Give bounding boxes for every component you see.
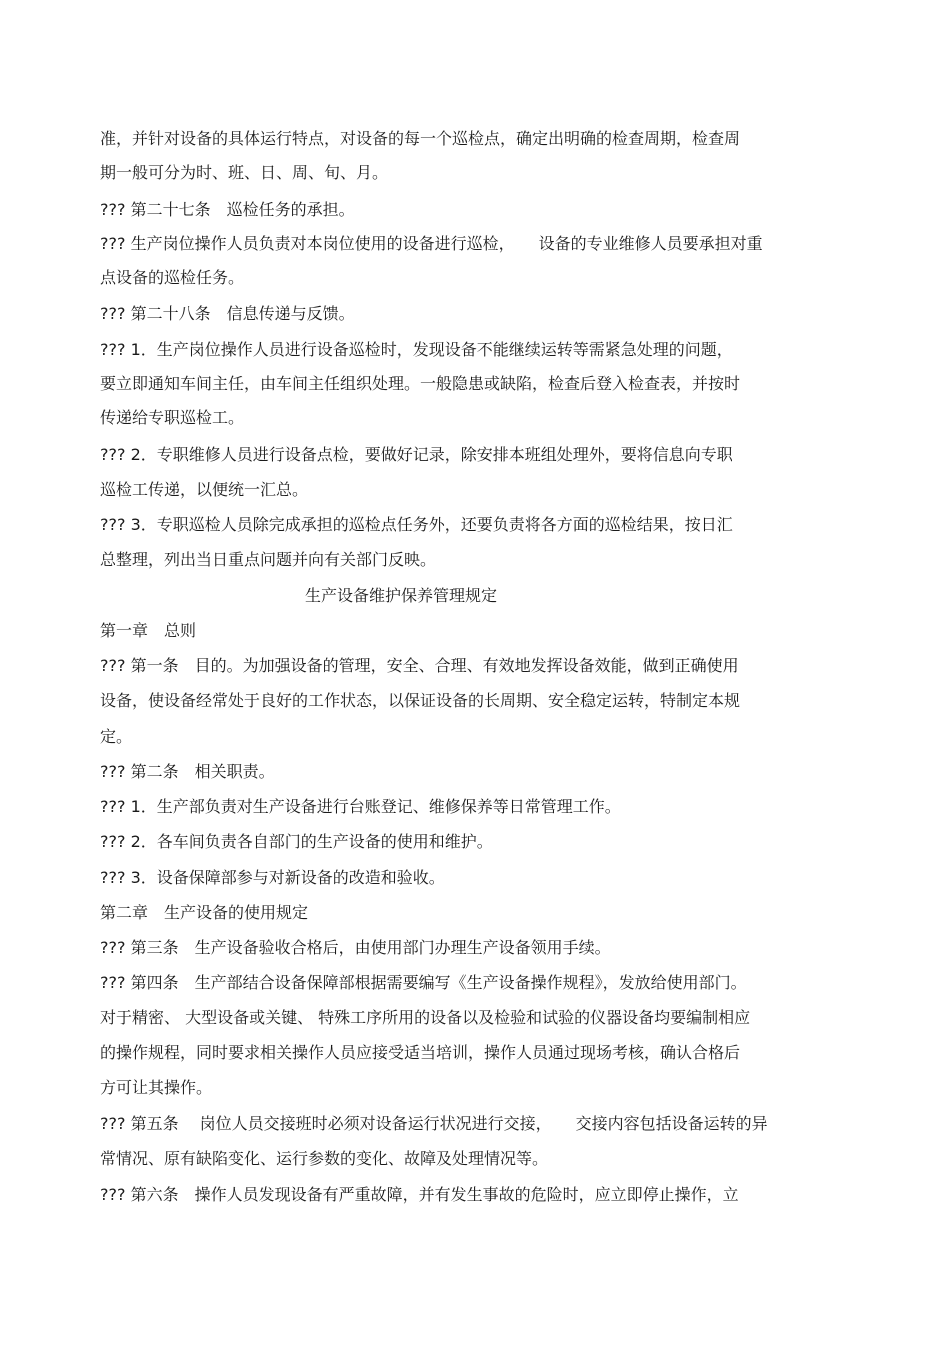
text-line: ??? 1．生产部负责对生产设备进行台账登记、维修保养等日常管理工作。 (100, 797, 621, 816)
article-heading: ??? 第二十七条 巡检任务的承担。 (100, 200, 355, 219)
text-line: 设备，使设备经常处于良好的工作状态，以保证设备的长周期、安全稳定运转，特制定本规 (100, 691, 741, 710)
text-line: ??? 第六条 操作人员发现设备有严重故障，并有发生事故的危险时，应立即停止操作，立 (100, 1185, 739, 1204)
article-heading: ??? 第二条 相关职责。 (100, 762, 275, 781)
text-line: 对于精密、 大型设备或关键、 特殊工序所用的设备以及检验和试验的仪器设备均要编制相应 (100, 1008, 751, 1027)
text-line: ??? 3．设备保障部参与对新设备的改造和验收。 (100, 868, 445, 887)
text-line: ??? 2．各车间负责各自部门的生产设备的使用和维护。 (100, 832, 493, 851)
chapter-heading: 第二章 生产设备的使用规定 (100, 903, 309, 922)
text-line: ??? 生产岗位操作人员负责对本岗位使用的设备进行巡检， 设备的专业维修人员要承担对重 (100, 234, 763, 253)
text-line: ??? 3．专职巡检人员除完成承担的巡检点任务外，还要负责将各方面的巡检结果，按日汇 (100, 515, 733, 534)
text-line: 期一般可分为时、班、日、周、旬、月。 (100, 163, 389, 182)
text-line: 方可让其操作。 (100, 1078, 213, 1097)
text-line: 常情况、原有缺陷变化、运行参数的变化、故障及处理情况等。 (100, 1149, 549, 1168)
chapter-heading: 第一章 总则 (100, 621, 197, 640)
document-title: 生产设备维护保养管理规定 (305, 586, 498, 605)
text-line: ??? 1．生产岗位操作人员进行设备巡检时，发现设备不能继续运转等需紧急处理的问题， (100, 340, 733, 359)
text-line: ??? 第三条 生产设备验收合格后，由使用部门办理生产设备领用手续。 (100, 938, 611, 957)
text-line: 巡检工传递，以便统一汇总。 (100, 480, 309, 499)
text-line: ??? 第四条 生产部结合设备保障部根据需要编写《生产设备操作规程》，发放给使用部门。 (100, 973, 747, 992)
text-line: ??? 第五条 岗位人员交接班时必须对设备运行状况进行交接， 交接内容包括设备运转的异 (100, 1114, 768, 1133)
text-line: 传递给专职巡检工。 (100, 408, 245, 427)
article-heading: ??? 第二十八条 信息传递与反馈。 (100, 304, 355, 323)
text-line: 定。 (100, 727, 133, 746)
text-line: ??? 第一条 目的。为加强设备的管理，安全、合理、有效地发挥设备效能，做到正确使用 (100, 656, 739, 675)
text-line: 要立即通知车间主任，由车间主任组织处理。一般隐患或缺陷，检查后登入检查表，并按时 (100, 374, 741, 393)
text-line: ??? 2．专职维修人员进行设备点检，要做好记录，除安排本班组处理外，要将信息向专职 (100, 445, 733, 464)
text-line: 点设备的巡检任务。 (100, 268, 245, 287)
text-line: 准，并针对设备的具体运行特点，对设备的每一个巡检点，确定出明确的检查周期，检查周 (100, 129, 741, 148)
text-line: 总整理，列出当日重点问题并向有关部门反映。 (100, 550, 437, 569)
text-line: 的操作规程，同时要求相关操作人员应接受适当培训，操作人员通过现场考核，确认合格后 (100, 1043, 741, 1062)
